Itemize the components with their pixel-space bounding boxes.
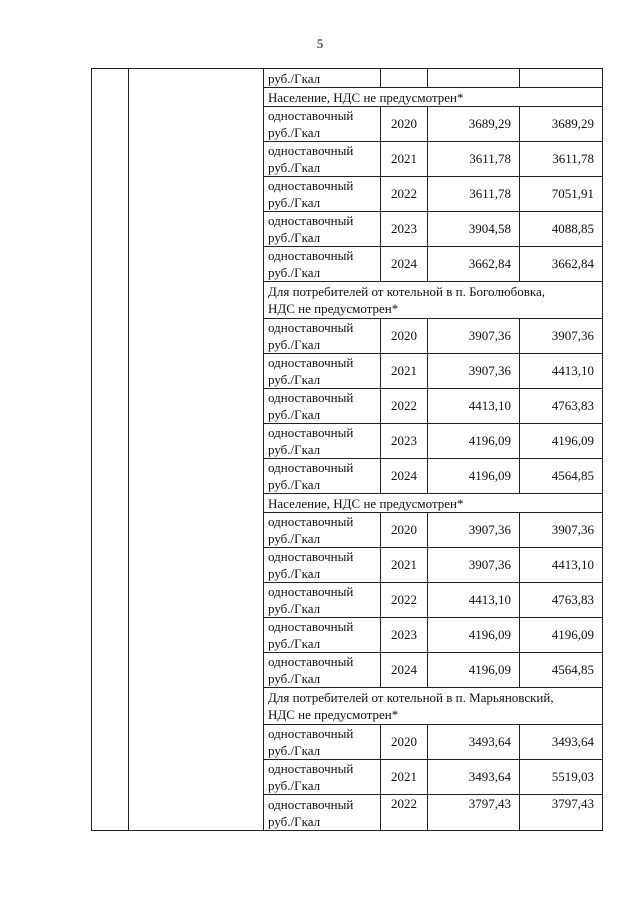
tariff-first-half-cell: 4196,09 bbox=[428, 459, 520, 494]
year-cell: 2022 bbox=[381, 583, 428, 618]
year-cell: 2021 bbox=[381, 760, 428, 795]
rate-type-label: одноставочный bbox=[268, 549, 354, 564]
tariff-first-half-cell: 3611,78 bbox=[428, 177, 520, 212]
tariff-table bbox=[91, 68, 603, 831]
unit-label: руб./Гкал bbox=[268, 265, 321, 280]
rate-type-label: одноставочный bbox=[268, 514, 354, 529]
tariff-second-half-cell: 3493,64 bbox=[520, 725, 603, 760]
rate-type-label: одноставочный bbox=[268, 213, 354, 228]
rate-type-cell bbox=[264, 354, 381, 389]
section-header-line: НДС не предусмотрен* bbox=[268, 301, 399, 316]
rate-type-label: одноставочный bbox=[268, 584, 354, 599]
section-header bbox=[264, 282, 603, 319]
unit-label: руб./Гкал bbox=[268, 636, 321, 651]
unit-label: руб./Гкал bbox=[268, 778, 321, 793]
tariff-second-half-cell: 4088,85 bbox=[520, 212, 603, 247]
rate-type-cell bbox=[264, 725, 381, 760]
unit-label: руб./Гкал bbox=[268, 195, 321, 210]
unit-label: руб./Гкал bbox=[268, 337, 321, 352]
year-cell: 2024 bbox=[381, 653, 428, 688]
section-header-text: Население, НДС не предусмотрен* bbox=[268, 495, 464, 511]
tariff-second-half-cell: 3611,78 bbox=[520, 142, 603, 177]
tariff-second-half-cell: 3907,36 bbox=[520, 319, 603, 354]
tariff-second-half-cell: 4196,09 bbox=[520, 618, 603, 653]
year-cell: 2021 bbox=[381, 354, 428, 389]
rate-type-cell bbox=[264, 583, 381, 618]
year-cell: 2024 bbox=[381, 247, 428, 282]
rate-type-cell bbox=[264, 389, 381, 424]
unit-label: руб./Гкал bbox=[268, 160, 321, 175]
tariff-first-half-cell: 3493,64 bbox=[428, 760, 520, 795]
year-cell: 2020 bbox=[381, 725, 428, 760]
unit-label: руб./Гкал bbox=[268, 442, 321, 457]
tariff-first-half-cell: 3907,36 bbox=[428, 319, 520, 354]
unit-label: руб./Гкал bbox=[264, 69, 381, 88]
unit-label: руб./Гкал bbox=[268, 125, 321, 140]
rate-type-label: одноставочный bbox=[268, 425, 354, 440]
section-header-line: Для потребителей от котельной в п. Боголюбовка, bbox=[268, 284, 545, 299]
section-header bbox=[264, 88, 603, 107]
rate-type-cell bbox=[264, 142, 381, 177]
rate-type-cell bbox=[264, 795, 381, 831]
empty-column-2 bbox=[129, 69, 264, 831]
tariff-second-half-cell: 4196,09 bbox=[520, 424, 603, 459]
tariff-second-half-cell: 3689,29 bbox=[520, 107, 603, 142]
unit-label: руб./Гкал bbox=[268, 671, 321, 686]
unit-label: руб./Гкал bbox=[268, 566, 321, 581]
tariff-second-half-cell: 4413,10 bbox=[520, 548, 603, 583]
tariff-second-half-cell: 5519,03 bbox=[520, 760, 603, 795]
unit-label: руб./Гкал bbox=[268, 743, 321, 758]
tariff-first-half-cell: 4196,09 bbox=[428, 653, 520, 688]
rate-type-label: одноставочный bbox=[268, 726, 354, 741]
tariff-first-half-cell: 4413,10 bbox=[428, 389, 520, 424]
rate-type-label: одноставочный bbox=[268, 797, 354, 812]
tariff-table-body bbox=[92, 69, 603, 831]
year-cell: 2020 bbox=[381, 513, 428, 548]
rate-type-label: одноставочный bbox=[268, 355, 354, 370]
rate-type-label: одноставочный bbox=[268, 178, 354, 193]
tariff-first-half-cell: 3907,36 bbox=[428, 354, 520, 389]
rate-type-cell bbox=[264, 459, 381, 494]
tariff-first-half-cell: 3907,36 bbox=[428, 548, 520, 583]
tariff-first-half-cell: 3662,84 bbox=[428, 247, 520, 282]
tariff-second-half-cell: 4564,85 bbox=[520, 653, 603, 688]
year-cell: 2020 bbox=[381, 107, 428, 142]
rate-type-label: одноставочный bbox=[268, 654, 354, 669]
page-number: 5 bbox=[316, 36, 324, 51]
section-header-line: Для потребителей от котельной в п. Марьяновский, bbox=[268, 690, 554, 705]
year-cell: 2023 bbox=[381, 212, 428, 247]
section-header bbox=[264, 494, 603, 513]
table-row-continuation bbox=[92, 69, 603, 88]
rate-type-label: одноставочный bbox=[268, 248, 354, 263]
tariff-first-half-cell: 3611,78 bbox=[428, 142, 520, 177]
rate-type-label: одноставочный bbox=[268, 619, 354, 634]
unit-label: руб./Гкал bbox=[268, 477, 321, 492]
year-cell: 2020 bbox=[381, 319, 428, 354]
rate-type-cell bbox=[264, 760, 381, 795]
rate-type-label: одноставочный bbox=[268, 320, 354, 335]
year-cell: 2023 bbox=[381, 424, 428, 459]
tariff-first-half-cell: 3907,36 bbox=[428, 513, 520, 548]
year-cell: 2022 bbox=[381, 177, 428, 212]
rate-type-cell bbox=[264, 424, 381, 459]
value-cell bbox=[520, 69, 603, 88]
tariff-second-half-cell: 4763,83 bbox=[520, 389, 603, 424]
value-cell bbox=[428, 69, 520, 88]
tariff-second-half-cell: 7051,91 bbox=[520, 177, 603, 212]
year-cell: 2023 bbox=[381, 618, 428, 653]
section-header-text: Население, НДС не предусмотрен* bbox=[268, 89, 464, 105]
rate-type-cell bbox=[264, 212, 381, 247]
section-header bbox=[264, 688, 603, 725]
tariff-first-half-cell: 4413,10 bbox=[428, 583, 520, 618]
tariff-second-half-cell: 3797,43 bbox=[520, 795, 603, 831]
rate-type-cell bbox=[264, 513, 381, 548]
tariff-first-half-cell: 3493,64 bbox=[428, 725, 520, 760]
unit-label: руб./Гкал bbox=[268, 601, 321, 616]
rate-type-cell bbox=[264, 319, 381, 354]
tariff-first-half-cell: 4196,09 bbox=[428, 618, 520, 653]
unit-label: руб./Гкал bbox=[268, 372, 321, 387]
rate-type-cell bbox=[264, 548, 381, 583]
tariff-first-half-cell: 3689,29 bbox=[428, 107, 520, 142]
rate-type-cell bbox=[264, 653, 381, 688]
tariff-second-half-cell: 4413,10 bbox=[520, 354, 603, 389]
tariff-first-half-cell: 4196,09 bbox=[428, 424, 520, 459]
section-header-line: НДС не предусмотрен* bbox=[268, 707, 399, 722]
year-cell: 2021 bbox=[381, 548, 428, 583]
rate-type-label: одноставочный bbox=[268, 108, 354, 123]
rate-type-label: одноставочный bbox=[268, 460, 354, 475]
rate-type-label: одноставочный bbox=[268, 761, 354, 776]
rate-type-cell bbox=[264, 177, 381, 212]
tariff-first-half-cell: 3797,43 bbox=[428, 795, 520, 831]
unit-label: руб./Гкал bbox=[268, 531, 321, 546]
unit-label: руб./Гкал bbox=[268, 814, 321, 829]
rate-type-label: одноставочный bbox=[268, 390, 354, 405]
tariff-second-half-cell: 3907,36 bbox=[520, 513, 603, 548]
rate-type-cell bbox=[264, 618, 381, 653]
tariff-second-half-cell: 4763,83 bbox=[520, 583, 603, 618]
year-cell: 2022 bbox=[381, 795, 428, 831]
year-cell: 2022 bbox=[381, 389, 428, 424]
year-cell: 2024 bbox=[381, 459, 428, 494]
year-cell: 2021 bbox=[381, 142, 428, 177]
rate-type-cell bbox=[264, 247, 381, 282]
tariff-second-half-cell: 3662,84 bbox=[520, 247, 603, 282]
unit-label: руб./Гкал bbox=[268, 407, 321, 422]
tariff-first-half-cell: 3904,58 bbox=[428, 212, 520, 247]
year-cell bbox=[381, 69, 428, 88]
rate-type-label: одноставочный bbox=[268, 143, 354, 158]
empty-column-1 bbox=[92, 69, 129, 831]
tariff-second-half-cell: 4564,85 bbox=[520, 459, 603, 494]
rate-type-cell bbox=[264, 107, 381, 142]
unit-label: руб./Гкал bbox=[268, 230, 321, 245]
